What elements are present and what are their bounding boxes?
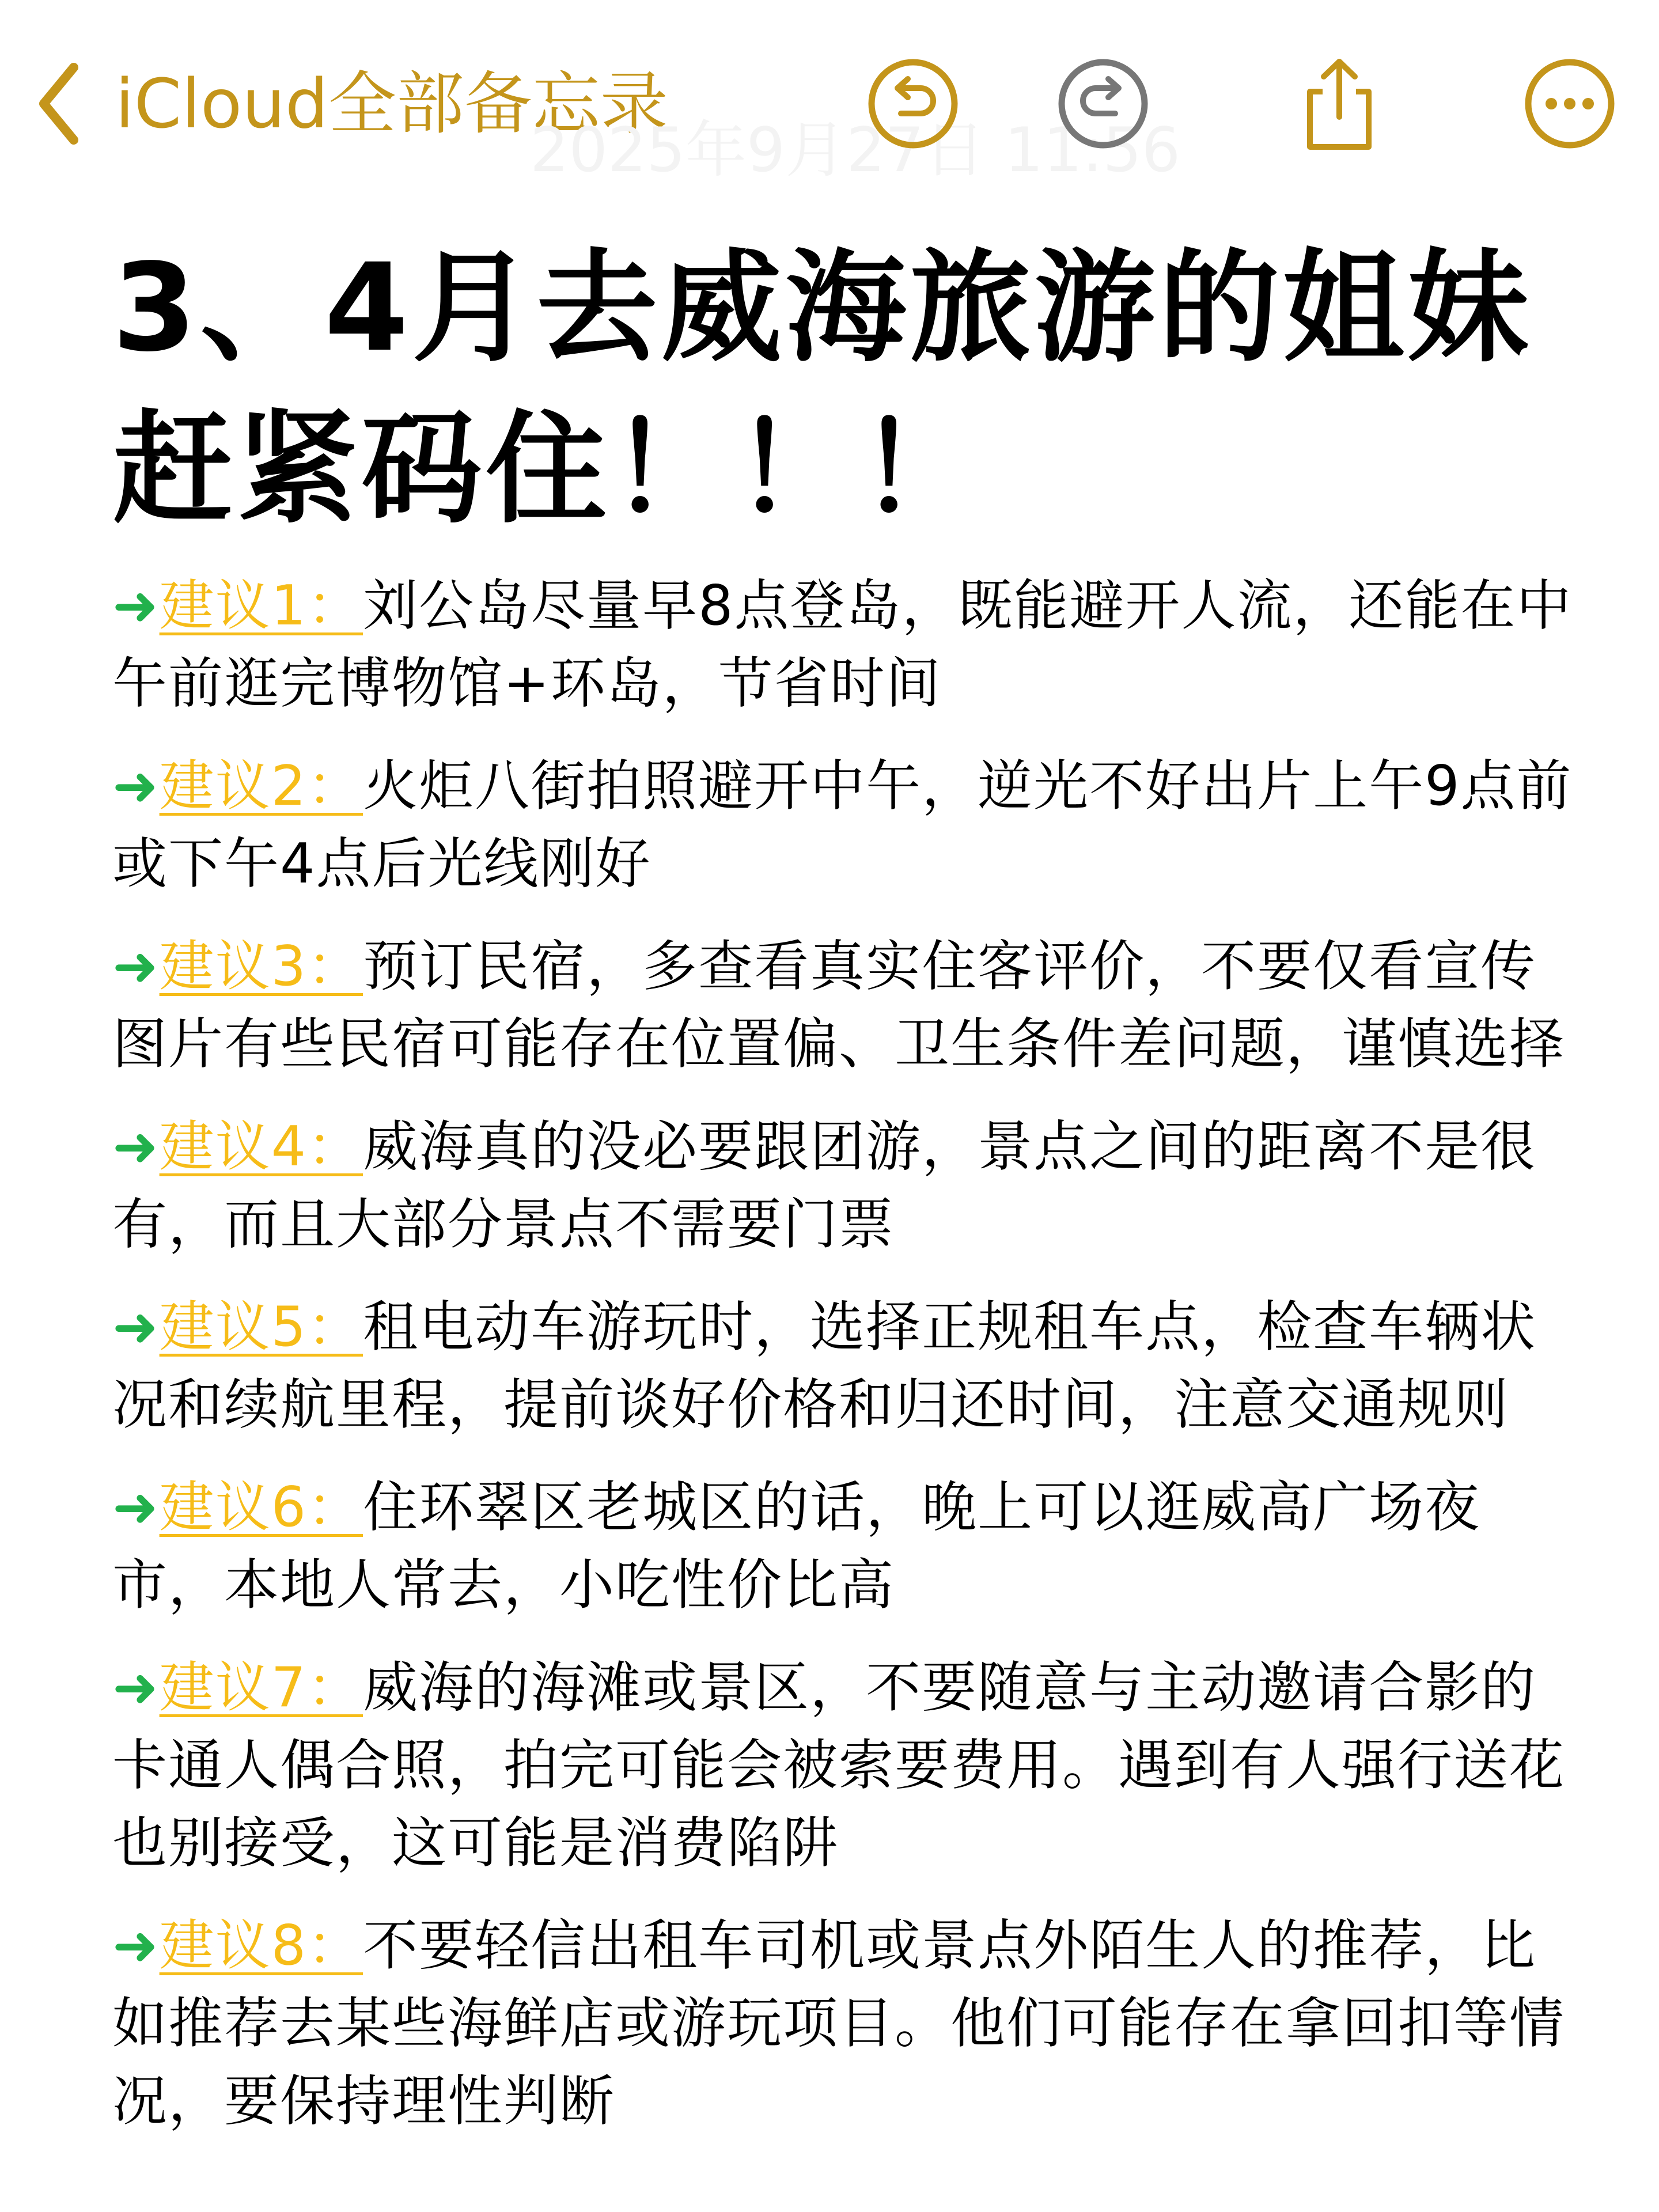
tip-item-7 bbox=[112, 1649, 1587, 1883]
undo-icon bbox=[864, 55, 962, 153]
tip-label: 建议1： bbox=[159, 574, 363, 638]
tip-label: 建议8： bbox=[159, 1914, 363, 1978]
tip-text: 租电动车游玩时，选择正规租车点，检查车辆状况和续航里程，提前谈好价格和归还时间，注意交通规则 bbox=[112, 1296, 1537, 1437]
tips-list bbox=[112, 567, 1587, 2165]
arrow-right-icon: ➜ bbox=[112, 1914, 160, 1978]
tip-text: 威海真的没必要跟团游，景点之间的距离不是很有，而且大部分景点不需要门票 bbox=[112, 1115, 1537, 1256]
note-date: 2025年9月27日 11:56 bbox=[530, 115, 1181, 185]
more-button[interactable] bbox=[1521, 55, 1619, 153]
tip-item-4 bbox=[112, 1108, 1587, 1264]
tip-item-3 bbox=[112, 928, 1587, 1084]
tip-label: 建议7： bbox=[159, 1656, 363, 1719]
tip-text: 火炬八街拍照避开中午，逆光不好出片上午9点前或下午4点后光线刚好 bbox=[112, 755, 1573, 896]
tip-item-6 bbox=[112, 1469, 1587, 1624]
tip-item-1 bbox=[112, 567, 1587, 723]
redo-button[interactable] bbox=[1054, 55, 1152, 153]
tip-label: 建议3： bbox=[159, 935, 363, 998]
title-line-2: 赶紧码住！！！ bbox=[112, 399, 984, 540]
tip-label: 建议6： bbox=[159, 1476, 363, 1539]
share-button[interactable] bbox=[1290, 55, 1388, 153]
tip-item-8 bbox=[112, 1907, 1587, 2141]
back-label: iCloud全部备忘录 bbox=[115, 64, 668, 143]
chevron-left-icon bbox=[33, 60, 85, 147]
tip-item-2 bbox=[112, 748, 1587, 903]
arrow-right-icon: ➜ bbox=[112, 1476, 160, 1539]
title-line-1: 3、4月去威海旅游的姐妹 bbox=[112, 237, 1532, 378]
tip-text: 预订民宿，多查看真实住客评价，不要仅看宣传图片有些民宿可能存在位置偏、卫生条件差问题，谨慎选择 bbox=[112, 935, 1566, 1076]
share-icon bbox=[1290, 55, 1388, 153]
navigation-bar bbox=[0, 0, 1659, 196]
arrow-right-icon: ➜ bbox=[112, 1656, 160, 1719]
tip-label: 建议2： bbox=[159, 755, 363, 818]
tip-label: 建议5： bbox=[159, 1296, 363, 1359]
tip-text: 不要轻信出租车司机或景点外陌生人的推荐，比如推荐去某些海鲜店或游玩项目。他们可能存在拿回扣等情况，要保持理性判断 bbox=[112, 1914, 1566, 2133]
arrow-right-icon: ➜ bbox=[112, 1115, 160, 1179]
arrow-right-icon: ➜ bbox=[112, 755, 160, 818]
undo-button[interactable] bbox=[864, 55, 962, 153]
more-icon bbox=[1521, 55, 1619, 153]
tip-item-5 bbox=[112, 1289, 1587, 1444]
note-title bbox=[112, 228, 1610, 550]
tip-text: 住环翠区老城区的话，晚上可以逛威高广场夜市，本地人常去，小吃性价比高 bbox=[112, 1476, 1481, 1617]
arrow-right-icon: ➜ bbox=[112, 935, 160, 998]
redo-icon bbox=[1054, 55, 1152, 153]
tip-label: 建议4： bbox=[159, 1115, 363, 1179]
arrow-right-icon: ➜ bbox=[112, 1296, 160, 1359]
arrow-right-icon: ➜ bbox=[112, 574, 160, 638]
tip-text: 刘公岛尽量早8点登岛，既能避开人流，还能在中午前逛完博物馆+环岛，节省时间 bbox=[112, 574, 1573, 715]
tip-text: 威海的海滩或景区，不要随意与主动邀请合影的卡通人偶合照，拍完可能会被索要费用。遇到有人强行送花也别接受，这可能是消费陷阱 bbox=[112, 1656, 1566, 1875]
